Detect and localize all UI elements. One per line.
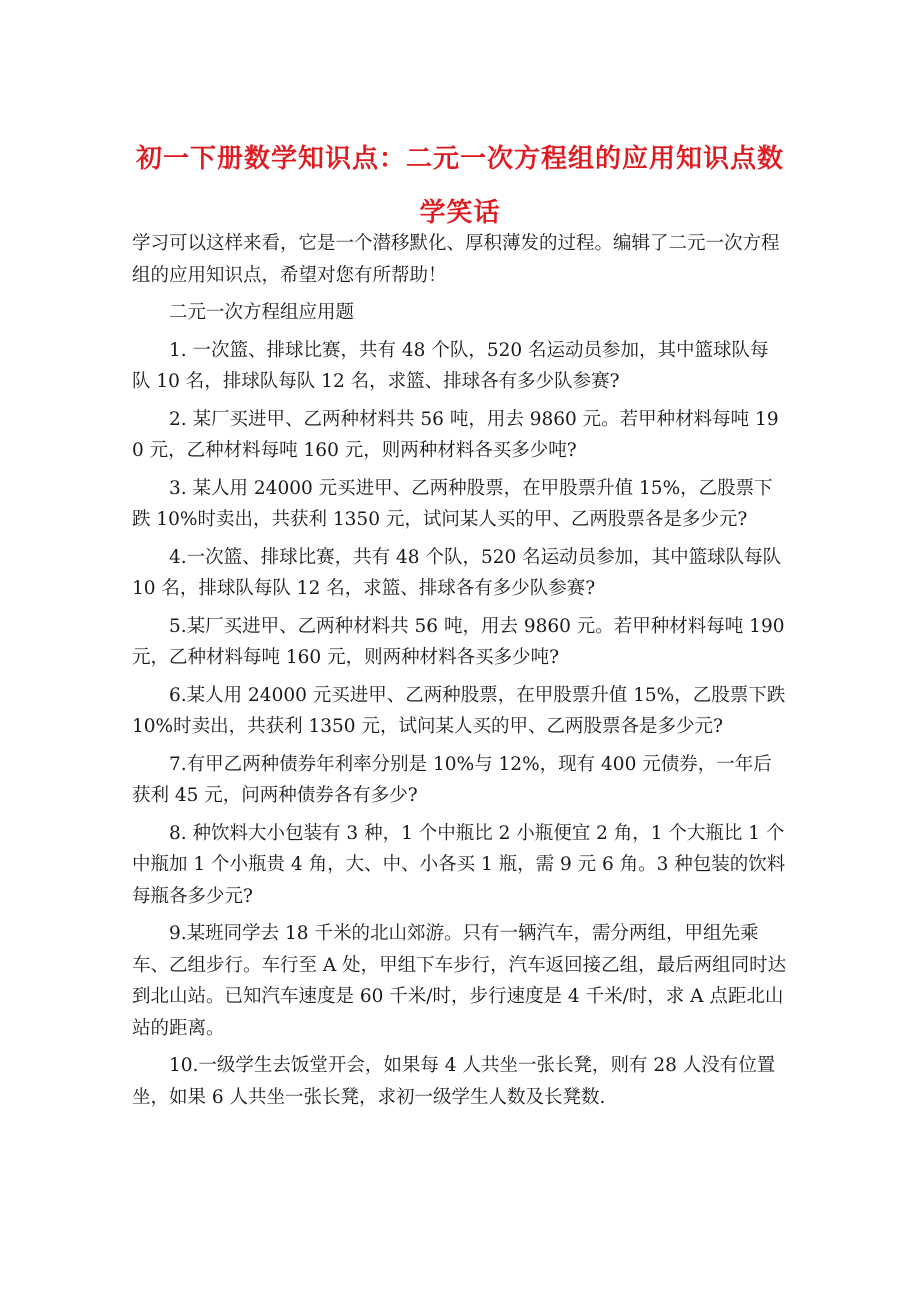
problem-3: 3. 某人用 24000 元买进甲、乙两种股票，在甲股票升值 15%，乙股票下跌 10%时卖出，共获利 1350 元，试问某人买的甲、乙两股票各是多少元? — [132, 477, 773, 530]
problem-5: 5.某厂买进甲、乙两种材料共 56 吨，用去 9860 元。若甲种材料每吨 190 元，乙种材料每吨 160 元，则两种材料各买多少吨? — [132, 615, 785, 668]
problem-4: 4.一次篮、排球比赛，共有 48 个队，520 名运动员参加，其中篮球队每队 10 名，排球队每队 12 名，求篮、排球各有多少队参赛? — [132, 546, 782, 599]
problem-1: 1. 一次篮、排球比赛，共有 48 个队，520 名运动员参加，其中篮球队每队 10 名，排球队每队 12 名，求篮、排球各有多少队参赛? — [132, 339, 769, 392]
problem-10: 10.一级学生去饭堂开会，如果每 4 人共坐一张长凳，则有 28 人没有位置坐，如果 6 人共坐一张长凳，求初一级学生人数及长凳数. — [132, 1055, 776, 1108]
section-heading: 二元一次方程组应用题 — [169, 302, 355, 323]
problem-2: 2. 某厂买进甲、乙两种材料共 56 吨，用去 9860 元。若甲种材料每吨 190 元，乙种材料每吨 160 元，则两种材料各买多少吨? — [132, 408, 779, 461]
page-title: 初一下册数学知识点：二元一次方程组的应用知识点数学笑话 — [135, 144, 784, 228]
problem-9: 9.某班同学去 18 千米的北山郊游。只有一辆汽车，需分两组，甲组先乘车、乙组步行。车行至 A 处，甲组下车步行，汽车返回接乙组，最后两组同时达到北山站。已知汽车速度是 60 千米/时，步行速度是 4 千米/时，求 A 点距北山站的距离。 — [132, 923, 787, 1039]
problem-6: 6.某人用 24000 元买进甲、乙两种股票，在甲股票升值 15%，乙股票下跌 10%时卖出，共获利 1350 元，试问某人买的甲、乙两股票各是多少元? — [132, 684, 786, 737]
problem-7: 7.有甲乙两种债券年利率分别是 10%与 12%，现有 400 元债券，一年后获利 45 元，问两种债券各有多少? — [132, 753, 772, 806]
intro-paragraph: 学习可以这样来看，它是一个潜移默化、厚积薄发的过程。编辑了二元一次方程组的应用知识点，希望对您有所帮助！ — [132, 233, 780, 286]
problem-8: 8. 种饮料大小包装有 3 种，1 个中瓶比 2 小瓶便宜 2 角，1 个大瓶比 1 个中瓶加 1 个小瓶贵 4 角，大、中、小各买 1 瓶，需 9 元 6 角。3 种包装的饮料每瓶各多少元? — [132, 822, 786, 907]
document-body — [132, 228, 787, 1119]
